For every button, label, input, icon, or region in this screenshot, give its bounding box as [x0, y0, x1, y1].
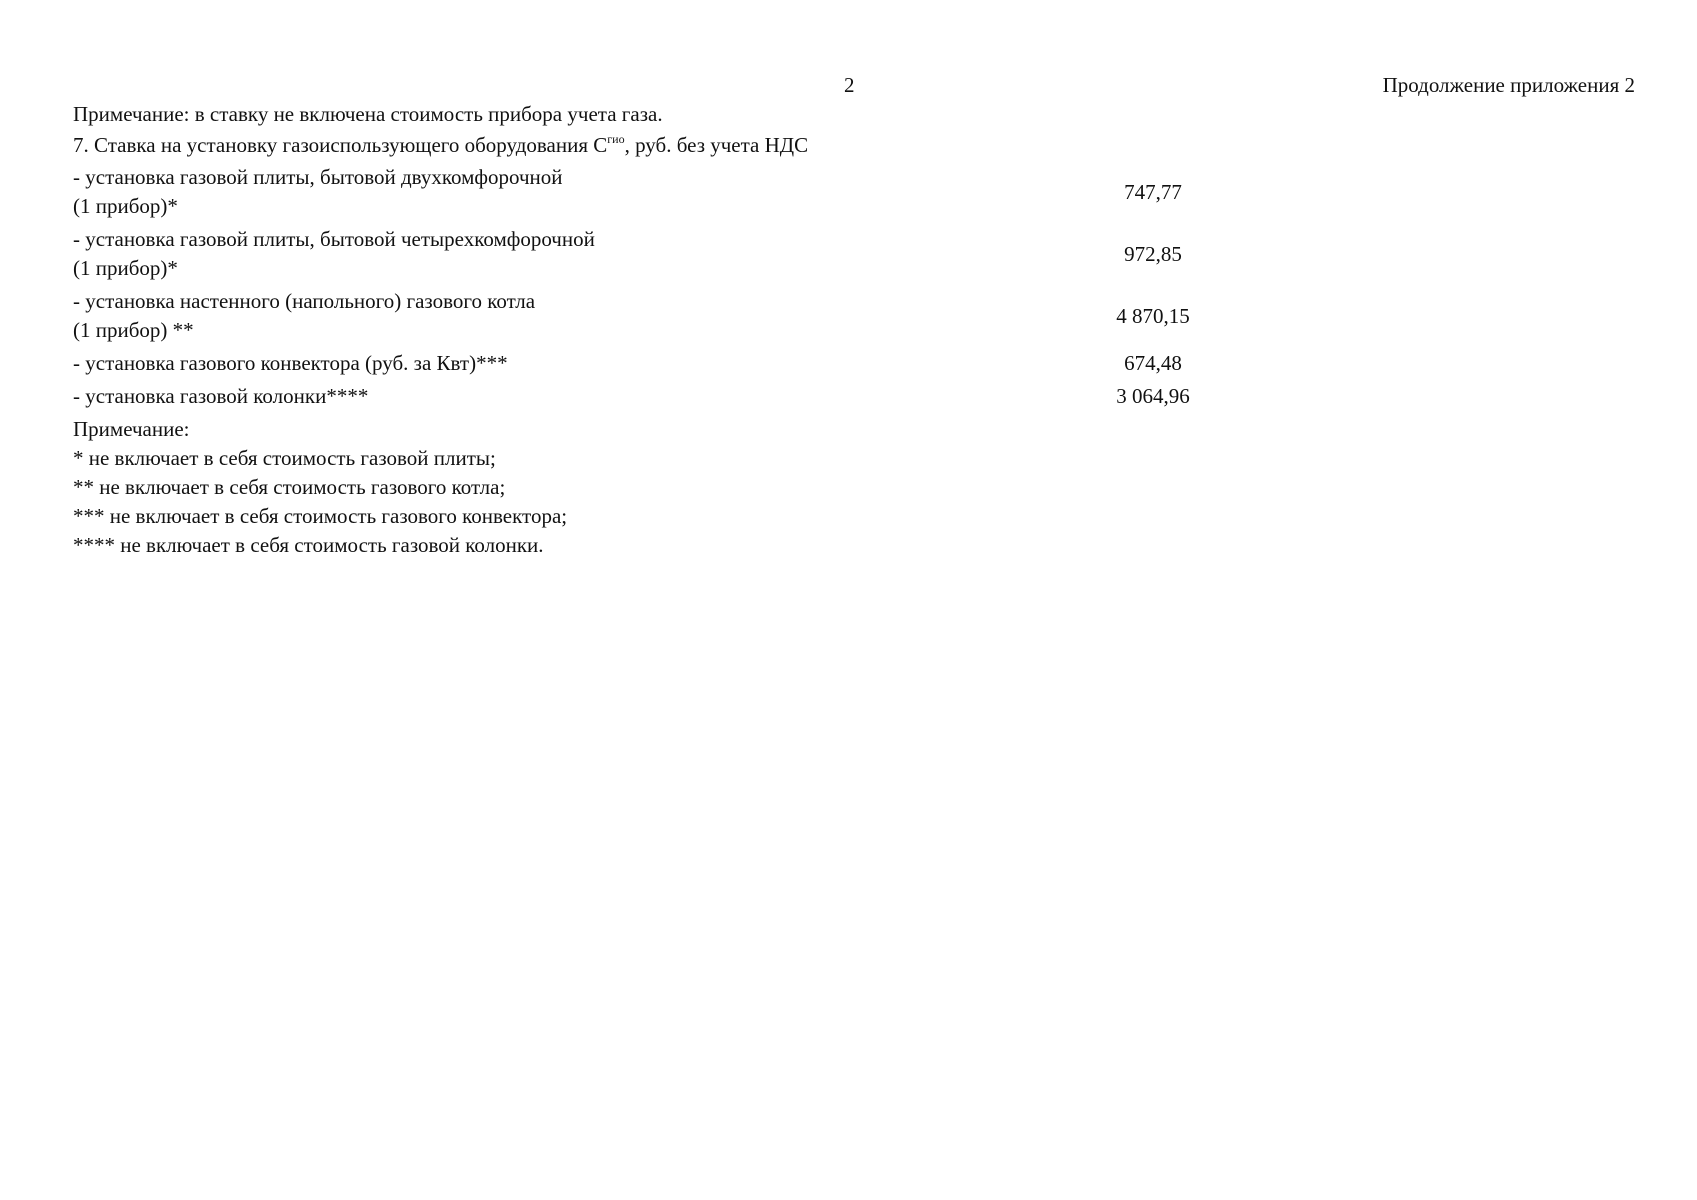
rate-label [73, 382, 1073, 411]
rate-row-gas-boiler [73, 287, 1233, 345]
rate-row-two-burner-stove [73, 163, 1233, 221]
rate-row-gas-convector [73, 349, 1233, 378]
rate-label [73, 287, 1073, 345]
footnote-item: ** не включает в себя стоимость газового котла; [73, 475, 506, 499]
rate-label-line: (1 прибор)* [73, 256, 178, 280]
footnote-item: * не включает в себя стоимость газовой плиты; [73, 446, 496, 470]
rate-label-line: - установка газовой плиты, бытовой двухкомфорочной [73, 165, 563, 189]
page-number: 2 [844, 73, 855, 97]
rate-label-line: (1 прибор)* [73, 194, 178, 218]
rate-row-four-burner-stove [73, 225, 1233, 283]
footnote-item: *** не включает в себя стоимость газового конвектора; [73, 504, 568, 528]
rate-label-line: - установка настенного (напольного) газового котла [73, 289, 536, 313]
section-heading [73, 133, 808, 157]
rate-value: 4 870,15 [1116, 303, 1190, 328]
footnotes-title: Примечание: [73, 417, 190, 441]
footnote-item: **** не включает в себя стоимость газовой колонки. [73, 533, 544, 557]
section-heading-suffix: , руб. без учета НДС [624, 133, 809, 157]
rate-value: 747,77 [1124, 179, 1182, 204]
section-heading-prefix: 7. Ставка на установку газоиспользующего оборудования С [73, 133, 608, 157]
rate-label-line: - установка газовой колонки**** [73, 384, 369, 408]
rate-value: 674,48 [1124, 351, 1182, 375]
rate-label [73, 225, 1073, 283]
footnotes [73, 415, 567, 560]
rate-row-gas-water-heater [73, 382, 1233, 411]
continuation-label: Продолжение приложения 2 [1382, 73, 1635, 97]
rate-label-line: - установка газового конвектора (руб. за Квт)*** [73, 351, 508, 375]
rate-label-line: (1 прибор) ** [73, 318, 194, 342]
meter-cost-note: Примечание: в ставку не включена стоимость прибора учета газа. [73, 102, 663, 126]
rate-label [73, 349, 1073, 378]
rate-value: 972,85 [1124, 241, 1182, 266]
rate-value: 3 064,96 [1116, 384, 1190, 408]
rate-table [73, 163, 1233, 415]
rate-label-line: - установка газовой плиты, бытовой четырехкомфорочной [73, 227, 595, 251]
rate-label [73, 163, 1073, 221]
section-heading-superscript: гио [607, 132, 625, 146]
